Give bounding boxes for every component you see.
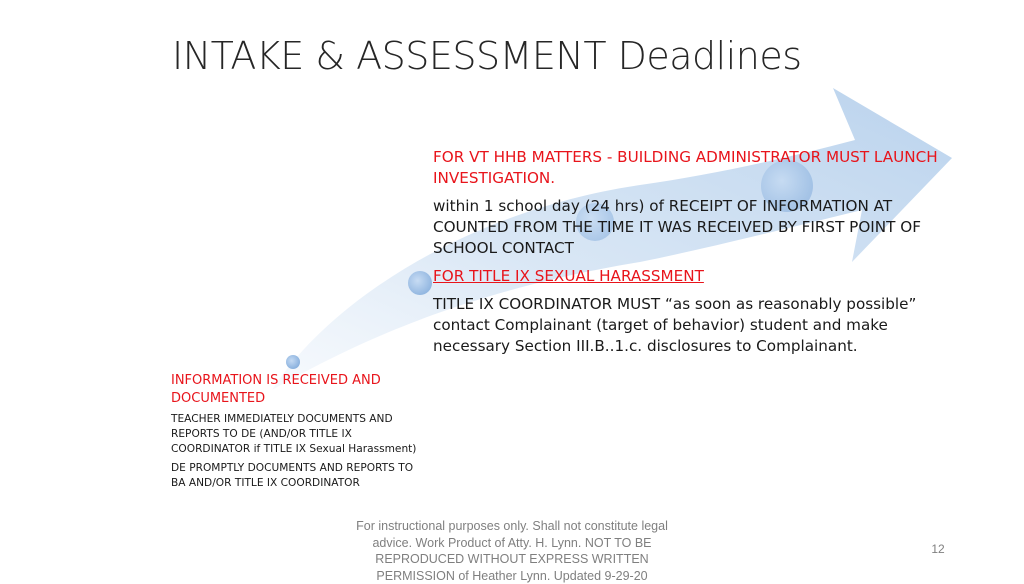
information-received-block bbox=[171, 372, 423, 495]
arrow-dot-small bbox=[286, 355, 300, 369]
title-ix-heading: FOR TITLE IX SEXUAL HARASSMENT bbox=[433, 267, 704, 285]
vt-and-title-ix-deadlines bbox=[433, 147, 958, 364]
vt-hhb-deadline-text: within 1 school day (24 hrs) of RECEIPT OF INFORMATION AT COUNTED FROM THE TIME IT WAS RECEIVED BY FIRST POINT OF SCHOOL CONTACT bbox=[433, 197, 921, 257]
teacher-documents-text: TEACHER IMMEDIATELY DOCUMENTS AND REPORTS TO DE (AND/OR TITLE IX COORDINATOR if TITLE IX Sexual Harassment) bbox=[171, 413, 417, 455]
footer-disclaimer: For instructional purposes only. Shall not constitute legal advice. Work Product of Atty. H. Lynn. NOT TO BE REPRODUCED WITHOUT EXPRESS WRITTEN PERMISSION of Heather Lynn. Updated 9-29-20 bbox=[356, 519, 668, 583]
title-ix-deadline-text: TITLE IX COORDINATOR MUST “as soon as reasonably possible” contact Complainant (target of behavior) student and make necessary Section III.B..1.c. disclosures to Complainant. bbox=[433, 295, 917, 355]
de-documents-text: DE PROMPTLY DOCUMENTS AND REPORTS TO BA AND/OR TITLE IX COORDINATOR bbox=[171, 462, 414, 489]
slide-title: INTAKE & ASSESSMENT Deadlines bbox=[172, 34, 802, 78]
arrow-dot-medium bbox=[408, 271, 432, 295]
vt-hhb-heading: FOR VT HHB MATTERS - BUILDING ADMINISTRATOR MUST LAUNCH INVESTIGATION. bbox=[433, 148, 938, 187]
information-received-heading: INFORMATION IS RECEIVED AND DOCUMENTED bbox=[171, 373, 381, 406]
page-number: 12 bbox=[931, 542, 945, 556]
